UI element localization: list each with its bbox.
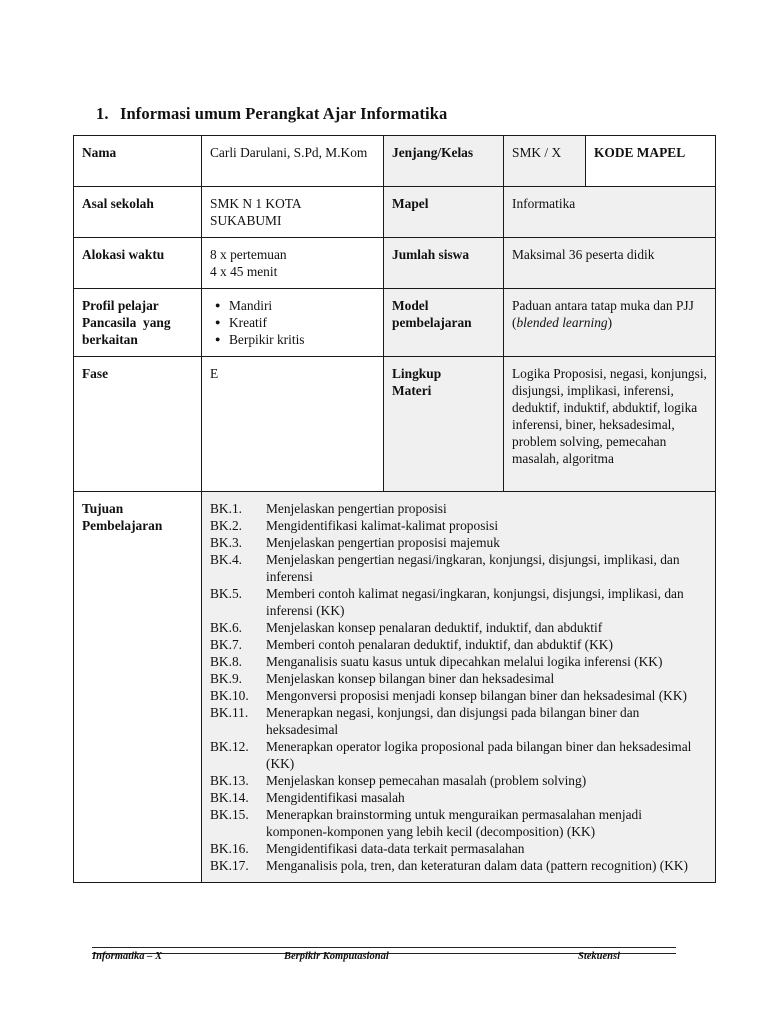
section-title: Informasi umum Perangkat Ajar Informatika [120,104,448,123]
alokasi-line-1: 8 x pertemuan [210,247,287,262]
tujuan-item-code: BK.5. [210,586,242,601]
tujuan-item-code: BK.6. [210,620,242,635]
tujuan-item [210,653,705,670]
footer-topic: Berpikir Komputasional [284,951,389,962]
profil-item: ● Mandiri [210,297,375,314]
label-asal-sekolah: Asal sekolah [74,187,202,238]
profil-list [210,297,375,348]
value-model-pembelajaran [504,289,716,357]
value-jenjang: SMK / X [504,136,586,187]
tujuan-item-code: BK.9. [210,671,242,686]
tujuan-item-code: BK.12. [210,739,249,754]
tujuan-item-text: Memberi contoh penalaran deduktif, induktif, dan abduktif (KK) [266,637,613,652]
tujuan-item [210,585,705,619]
tujuan-item-code: BK.14. [210,790,249,805]
tujuan-item-text: Mengonversi proposisi menjadi konsep bilangan biner dan heksadesimal (KK) [266,688,687,703]
label-mapel: Mapel [384,187,504,238]
value-jumlah-siswa: Maksimal 36 peserta didik [504,238,716,289]
tujuan-item-text: Menjelaskan konsep penalaran deduktif, induktif, dan abduktif [266,620,603,635]
label-alokasi-waktu: Alokasi waktu [74,238,202,289]
profil-item: ● Berpikir kritis [210,331,375,348]
section-number: 1. [96,104,109,123]
label-nama: Nama [74,136,202,187]
tujuan-item [210,500,705,517]
profil-label-line-1: Profil pelajar [82,298,159,313]
value-tujuan-pembelajaran [202,492,716,883]
tujuan-item-code: BK.13. [210,773,249,788]
tujuan-item [210,687,705,704]
label-lingkup-materi [384,357,504,492]
tujuan-item-text: Menerapkan negasi, konjungsi, dan disjungsi pada bilangan biner dan heksadesimal [266,705,640,737]
tujuan-item-code: BK.8. [210,654,242,669]
tujuan-item-text: Menganalisis pola, tren, dan keteraturan dalam data (pattern recognition) (KK) [266,858,689,873]
tujuan-item-code: BK.2. [210,518,242,533]
alokasi-line-2: 4 x 45 menit [210,264,278,279]
tujuan-item-code: BK.10. [210,688,249,703]
row-profil-pelajar [74,289,716,357]
profil-item: ● Kreatif [210,314,375,331]
tujuan-item-text: Menjelaskan pengertian proposisi [266,501,447,516]
model-value-text: Paduan antara tatap muka dan PJJ ( [512,298,694,330]
label-model-pembelajaran [384,289,504,357]
value-nama: Carli Darulani, S.Pd, M.Kom [202,136,384,187]
label-jenjang: Jenjang/Kelas [384,136,504,187]
label-tujuan-pembelajaran [74,492,202,883]
tujuan-item-code: BK.7. [210,637,242,652]
footer-right-text: Stekuensi [578,951,621,962]
tujuan-label-line-1: Tujuan [82,501,124,516]
label-profil-pelajar [74,289,202,357]
tujuan-item-code: BK.11. [210,705,249,720]
tujuan-list [210,500,705,874]
model-label-line-1: Model [392,298,429,313]
tujuan-item-text: Mengidentifikasi masalah [266,790,405,805]
tujuan-item-text: Menerapkan operator logika proposional pada bilangan biner dan heksadesimal (KK) [266,739,692,771]
footer-subject: Informatika – X [92,951,163,962]
tujuan-item-code: BK.3. [210,535,242,550]
tujuan-item-text: Menjelaskan pengertian negasi/ingkaran, konjungsi, disjungsi, implikasi, dan inferensi [266,552,680,584]
model-value-close: ) [607,315,613,330]
tujuan-item [210,517,705,534]
tujuan-item [210,551,705,585]
tujuan-item-text: Memberi contoh kalimat negasi/ingkaran, konjungsi, disjungsi, implikasi, dan inferensi (KK) [266,586,684,618]
tujuan-item [210,670,705,687]
value-asal-sekolah: SMK N 1 KOTA SUKABUMI [202,187,384,238]
tujuan-item-text: Menjelaskan konsep bilangan biner dan heksadesimal [266,671,555,686]
value-lingkup-materi: Logika Proposisi, negasi, konjungsi, disjungsi, implikasi, inferensi, deduktif, induktif, abduktif, logika inferensi, biner, heksadesimal, problem solving, pemecahan masalah, algoritma [504,357,716,492]
kode-mapel: KODE MAPEL [586,136,716,187]
value-profil-pelajar [202,289,384,357]
section-heading [96,104,447,124]
row-tujuan-pembelajaran [74,492,716,883]
profil-label-line-3: berkaitan [82,332,138,347]
row-asal-sekolah [74,187,716,238]
label-fase: Fase [74,357,202,492]
value-mapel: Informatika [504,187,716,238]
tujuan-item [210,738,705,772]
model-value-italic: blended learning [516,315,608,330]
tujuan-item [210,534,705,551]
tujuan-item-text: Mengidentifikasi data-data terkait permasalahan [266,841,525,856]
tujuan-item-text: Menjelaskan pengertian proposisi majemuk [266,535,500,550]
tujuan-item [210,619,705,636]
tujuan-item-text: Menganalisis suatu kasus untuk dipecahkan melalui logika inferensi (KK) [266,654,663,669]
tujuan-item [210,789,705,806]
tujuan-item-code: BK.17. [210,858,249,873]
profil-label-line-2: Pancasila yang [82,315,171,330]
lingkup-label-line-2: Materi [392,383,432,398]
model-label-line-2: pembelajaran [392,315,472,330]
tujuan-item [210,772,705,789]
tujuan-item [210,857,705,874]
label-jumlah-siswa: Jumlah siswa [384,238,504,289]
tujuan-item-code: BK.15. [210,807,249,822]
row-fase [74,357,716,492]
tujuan-item-code: BK.1. [210,501,242,516]
tujuan-item-text: Menerapkan brainstorming untuk menguraikan permasalahan menjadi komponen-komponen yang lebih kecil (decomposition) (KK) [266,807,642,839]
tujuan-item-text: Menjelaskan konsep pemecahan masalah (problem solving) [266,773,587,788]
value-fase: E [202,357,384,492]
row-alokasi-waktu [74,238,716,289]
tujuan-item-code: BK.4. [210,552,242,567]
info-table [73,135,716,883]
tujuan-item [210,840,705,857]
tujuan-item [210,704,705,738]
tujuan-item-text: Mengidentifikasi kalimat-kalimat proposisi [266,518,499,533]
value-alokasi-waktu [202,238,384,289]
tujuan-label-line-2: Pembelajaran [82,518,163,533]
tujuan-item [210,806,705,840]
row-nama [74,136,716,187]
lingkup-label-line-1: Lingkup [392,366,442,381]
tujuan-item-code: BK.16. [210,841,249,856]
tujuan-item [210,636,705,653]
